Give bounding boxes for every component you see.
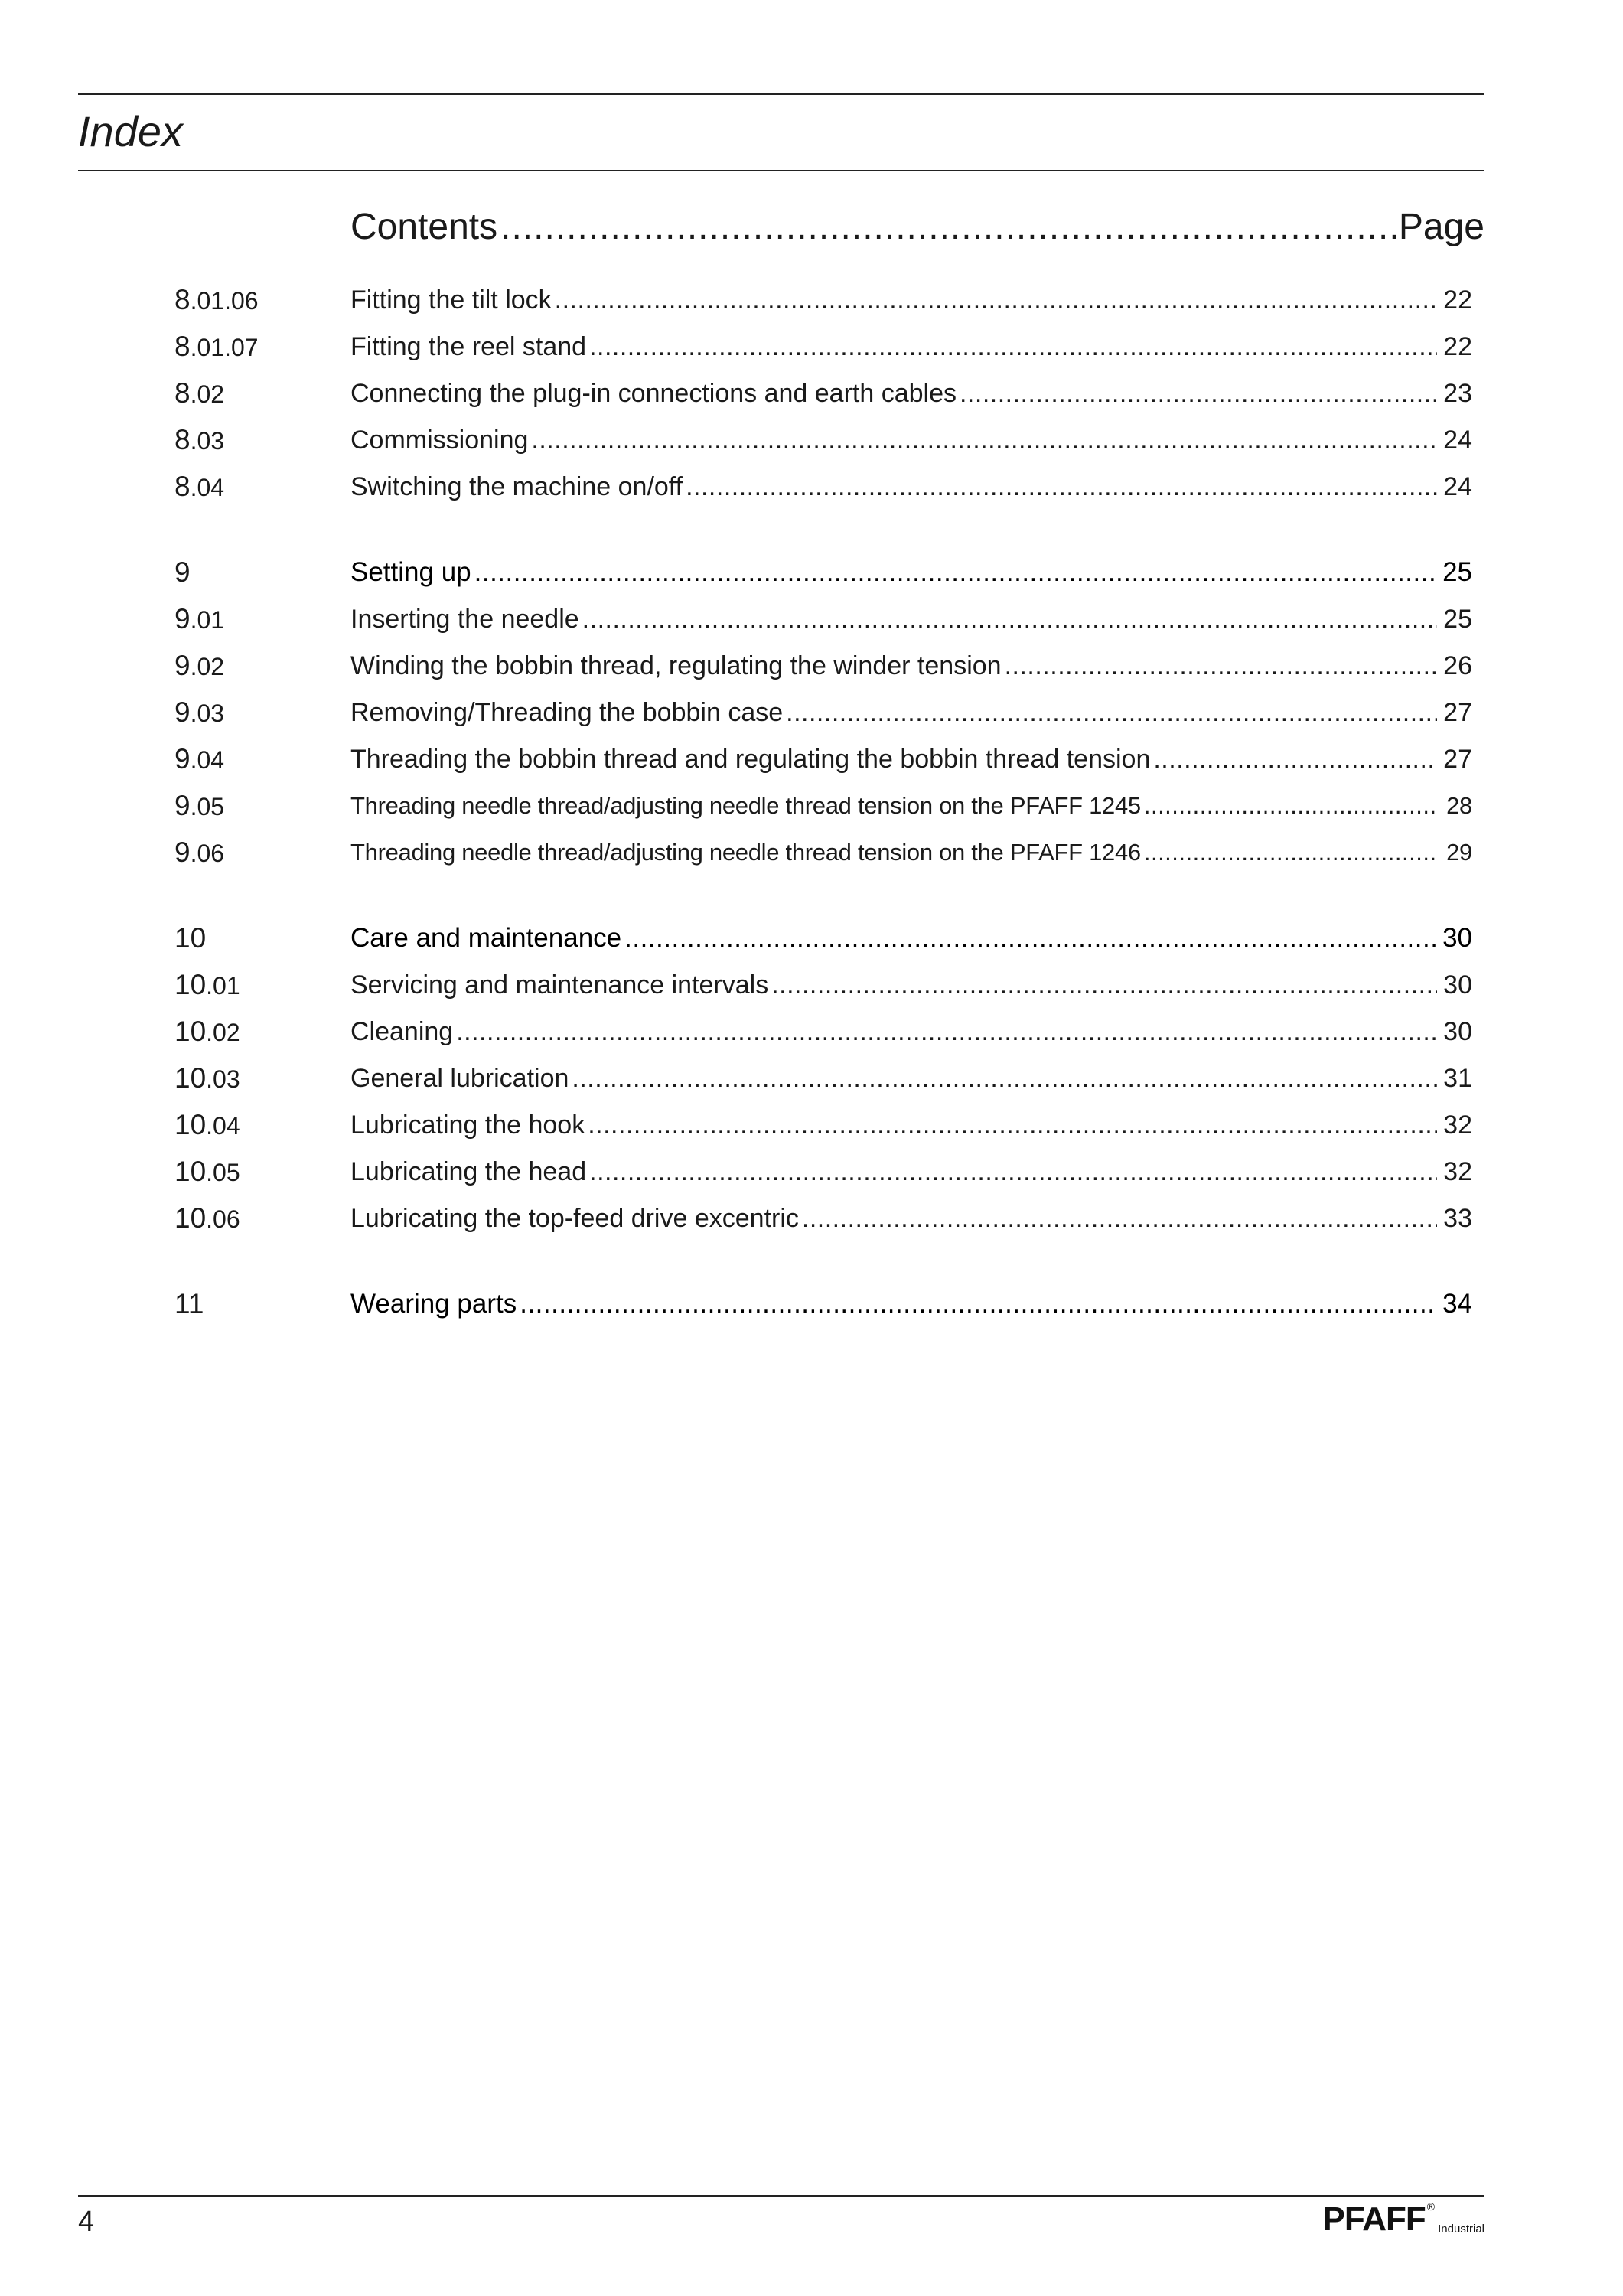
logo-subtitle: Industrial [1438, 2223, 1484, 2236]
registered-mark: ® [1426, 2200, 1436, 2213]
entry-title: Removing/Threading the bobbin case [350, 698, 784, 727]
toc-entry[interactable] [0, 915, 1623, 961]
entry-title: General lubrication [350, 1064, 569, 1093]
section-number: 8.02 [174, 377, 225, 409]
section-number: 11 [174, 1288, 204, 1319]
section-number: 10.04 [174, 1109, 240, 1140]
entry-page-number: 34 [1442, 1289, 1472, 1319]
pfaff-industrial-logo [1301, 2198, 1484, 2236]
entry-page-number: 32 [1443, 1110, 1472, 1140]
contents-label: Contents [350, 207, 498, 247]
entry-title: Commissioning [350, 426, 529, 455]
section-number: 10.06 [174, 1202, 240, 1234]
page-title: Index [78, 107, 183, 155]
dot-leader [1005, 643, 1437, 689]
entry-title: Threading needle thread/adjusting needle thread tension on the PFAFF 1246 [350, 839, 1141, 866]
entry-title: Servicing and maintenance intervals [350, 970, 769, 1000]
dot-leader [1144, 830, 1437, 876]
dot-leader [1153, 736, 1437, 782]
entry-title: Wearing parts [350, 1289, 517, 1319]
section-number: 10.02 [174, 1016, 240, 1047]
entry-page-number: 31 [1443, 1064, 1472, 1093]
toc-entry[interactable] [0, 1281, 1623, 1327]
entry-title: Winding the bobbin thread, regulating the winder tension [350, 651, 1002, 680]
page-column-label: Page [1398, 207, 1484, 247]
dot-leader [771, 962, 1437, 1008]
section-number: 9.03 [174, 696, 225, 728]
entry-page-number: 29 [1446, 839, 1472, 866]
toc-entry[interactable] [0, 962, 1623, 1008]
section-number: 8.03 [174, 424, 225, 455]
dot-leader [786, 690, 1437, 735]
entry-page-number: 30 [1442, 923, 1472, 953]
toc-entry[interactable] [0, 736, 1623, 782]
toc-entry[interactable] [0, 1102, 1623, 1148]
dot-leader [686, 464, 1437, 510]
dot-leader [555, 277, 1437, 323]
section-number: 8.01.07 [174, 331, 259, 362]
entry-page-number: 30 [1443, 1017, 1472, 1046]
dot-leader [572, 1055, 1437, 1101]
dot-leader [960, 370, 1437, 416]
dot-leader [802, 1195, 1437, 1241]
entry-title: Threading the bobbin thread and regulating the bobbin thread tension [350, 745, 1151, 774]
dot-leader [474, 550, 1437, 595]
entry-title: Inserting the needle [350, 605, 579, 634]
toc-entry[interactable] [0, 1009, 1623, 1055]
section-number: 9.02 [174, 650, 225, 681]
entry-page-number: 32 [1443, 1157, 1472, 1186]
toc-entry[interactable] [0, 417, 1623, 463]
entry-title: Fitting the reel stand [350, 332, 587, 361]
entry-page-number: 25 [1443, 605, 1472, 634]
entry-page-number: 28 [1446, 792, 1472, 819]
entry-page-number: 22 [1443, 285, 1472, 315]
dot-leader [589, 324, 1437, 370]
section-number: 9.01 [174, 603, 225, 634]
toc-entry[interactable] [0, 1149, 1623, 1195]
entry-title: Lubricating the head [350, 1157, 587, 1186]
entry-title: Setting up [350, 557, 471, 587]
entry-title: Care and maintenance [350, 923, 622, 953]
entry-title: Lubricating the top-feed drive excentric [350, 1204, 799, 1233]
entry-page-number: 33 [1443, 1204, 1472, 1233]
dot-leader [531, 417, 1437, 463]
entry-page-number: 24 [1443, 426, 1472, 455]
entry-page-number: 27 [1443, 745, 1472, 774]
toc-entry[interactable] [0, 643, 1623, 689]
toc-entry[interactable] [0, 783, 1623, 829]
section-number: 8.04 [174, 471, 225, 502]
section-number: 8.01.06 [174, 284, 259, 315]
dot-leader [624, 915, 1437, 961]
toc-entry[interactable] [0, 277, 1623, 323]
entry-title: Lubricating the hook [350, 1110, 585, 1140]
dot-leader [582, 596, 1437, 642]
section-number: 10 [174, 922, 207, 954]
entry-title: Threading needle thread/adjusting needle thread tension on the PFAFF 1245 [350, 792, 1141, 819]
entry-title: Cleaning [350, 1017, 454, 1046]
entry-title: Switching the machine on/off [350, 472, 683, 501]
toc-entry[interactable] [0, 370, 1623, 416]
section-number: 10.01 [174, 969, 240, 1000]
dot-leader [588, 1102, 1437, 1148]
toc-entry[interactable] [0, 1195, 1623, 1241]
dot-leader [456, 1009, 1437, 1055]
section-number: 10.05 [174, 1156, 240, 1187]
dot-leader [1144, 783, 1437, 829]
entry-title: Connecting the plug-in connections and earth cables [350, 379, 957, 408]
footer-rule [78, 2195, 1484, 2197]
section-number: 10.03 [174, 1062, 240, 1094]
entry-page-number: 27 [1443, 698, 1472, 727]
entry-page-number: 26 [1443, 651, 1472, 680]
dot-leader [589, 1149, 1437, 1195]
section-number: 9.05 [174, 790, 225, 821]
toc-entry[interactable] [0, 550, 1623, 595]
dot-leader [520, 1281, 1437, 1327]
entry-page-number: 30 [1443, 970, 1472, 1000]
footer-page-number: 4 [78, 2206, 95, 2238]
section-number: 9.04 [174, 743, 225, 775]
logo-wordmark: PFAFF [1322, 2200, 1426, 2238]
toc-entry[interactable] [0, 830, 1623, 876]
section-number: 9 [174, 556, 191, 588]
entry-page-number: 25 [1442, 557, 1472, 587]
section-number: 9.06 [174, 837, 225, 868]
toc-entry[interactable] [0, 1055, 1623, 1101]
toc-entry[interactable] [0, 464, 1623, 510]
entry-title: Fitting the tilt lock [350, 285, 552, 315]
toc-entry[interactable] [0, 324, 1623, 370]
entry-page-number: 23 [1443, 379, 1472, 408]
entry-page-number: 22 [1443, 332, 1472, 361]
toc-entry[interactable] [0, 596, 1623, 642]
toc-entry[interactable] [0, 690, 1623, 735]
entry-page-number: 24 [1443, 472, 1472, 501]
